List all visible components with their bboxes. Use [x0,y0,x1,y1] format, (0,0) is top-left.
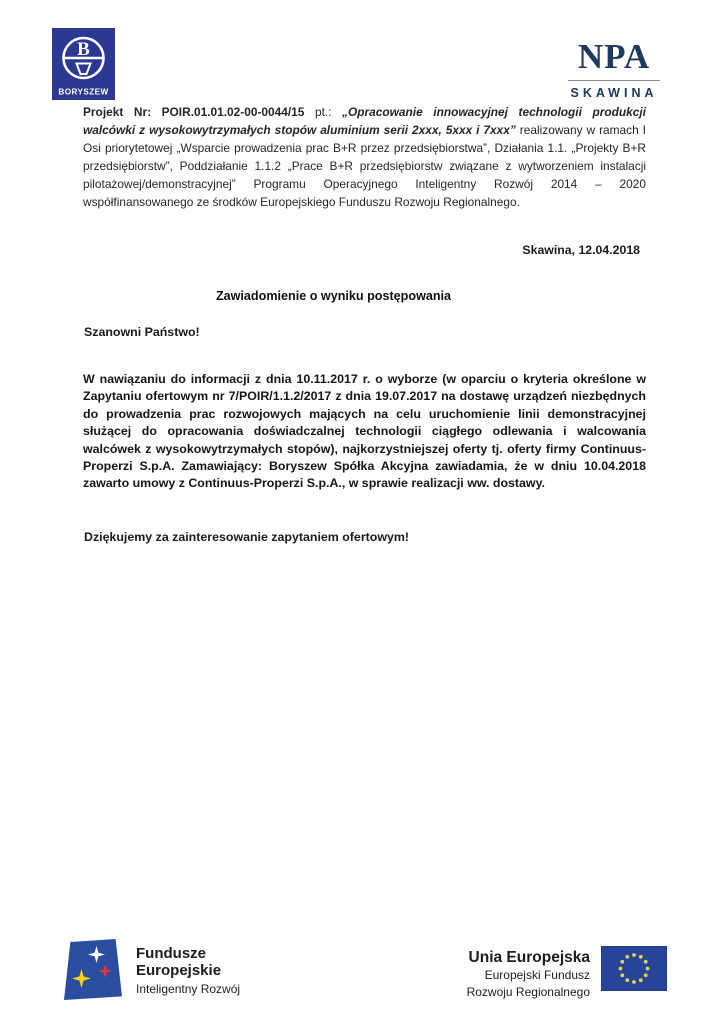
fundusze-subtitle: Inteligentny Rozwój [136,982,241,996]
dateline: Skawina, 12.04.2018 [522,243,640,257]
unia-subtitle-line2: Rozwoju Regionalnego [466,984,590,999]
npa-skawina-logo [566,38,662,100]
unia-logo-text [467,946,590,999]
eu-flag-icon [601,946,667,991]
fundusze-europejskie-logo [64,939,240,1000]
unia-europejska-logo [467,946,667,999]
boryszew-emblem-icon [52,28,115,100]
fundusze-logo-text [136,939,240,1000]
boryszew-emblem-letter: B [77,39,90,60]
project-pt-label: pt.: [304,105,343,119]
project-description: realizowany w ramach I Osi priorytetowej „Wsparcie prowadzenia prac B+R przez przedsiębiorstwa”, Działania 1.1. „Projekty B+R przedsiębiorstw”, Poddziałanie 1.1.2 „Prace B+R przedsiębiorstw związane z wytworzeniem instalacji pilotażowej/demonstracyjnej” Programu Operacyjnego Inteligentny Rozwój 2014 – 2020 współfinansowanego ze środków Europejskiego Funduszu Rozwoju Regionalnego. [83,122,646,209]
fundusze-title-line1: Fundusze [136,945,206,962]
letter-title: Zawiadomienie o wyniku postępowania [215,289,452,303]
npa-logo-subtitle: SKAWINA [570,86,658,100]
fundusze-title-line2: Europejskie [136,961,222,979]
npa-logo-title: NPA [577,37,651,76]
letter-body: W nawiązaniu do informacji z dnia 10.11.2017 r. o wyborze (w oparciu o kryteria określone w Zapytaniu ofertowym nr 7/POIR/1.1.2/2017 z dnia 19.07.2017 na dostawę urządzeń niezbędnych do prowadzenia prac rozwojowych mających na celu uruchomienie linii demonstracyjnej służącej do opracowania doświadczalnej technologii ciągłego odlewania i walcowania walcówek z wysokowytrzymałych stopów), najkorzystniejszej oferty tj. oferty firmy Continuus-Properzi S.p.A. Zamawiający: Boryszew Spółka Akcyjna zawiadamia, że w dniu 10.04.2018 zawarto umowy z Continuus-Properzi S.p.A., w sprawie realizacji ww. dostawy. [83,372,646,491]
unia-title: Unia Europejska [468,949,590,966]
project-title: „Opracowanie innowacyjnej technologii produkcji walcówki z wysokowytrzymałych stopów aluminium serii 2xxx, 5xxx i 7xxx” [83,105,646,137]
fundusze-flag-icon [64,939,122,1000]
boryszew-logo [52,28,115,100]
unia-subtitle-line1: Europejski Fundusz [484,968,590,982]
boryszew-logo-label: BORYSZEW [58,87,109,97]
project-number: Projekt Nr: POIR.01.01.02-00-0044/15 [83,105,305,119]
salutation: Szanowni Państwo! [84,325,200,339]
closing-line: Dziękujemy za zainteresowanie zapytaniem ofertowym! [84,530,410,544]
npa-logo-divider [568,80,660,81]
fundusze-flag-shape [64,939,122,1000]
project-info-paragraph [83,104,646,211]
